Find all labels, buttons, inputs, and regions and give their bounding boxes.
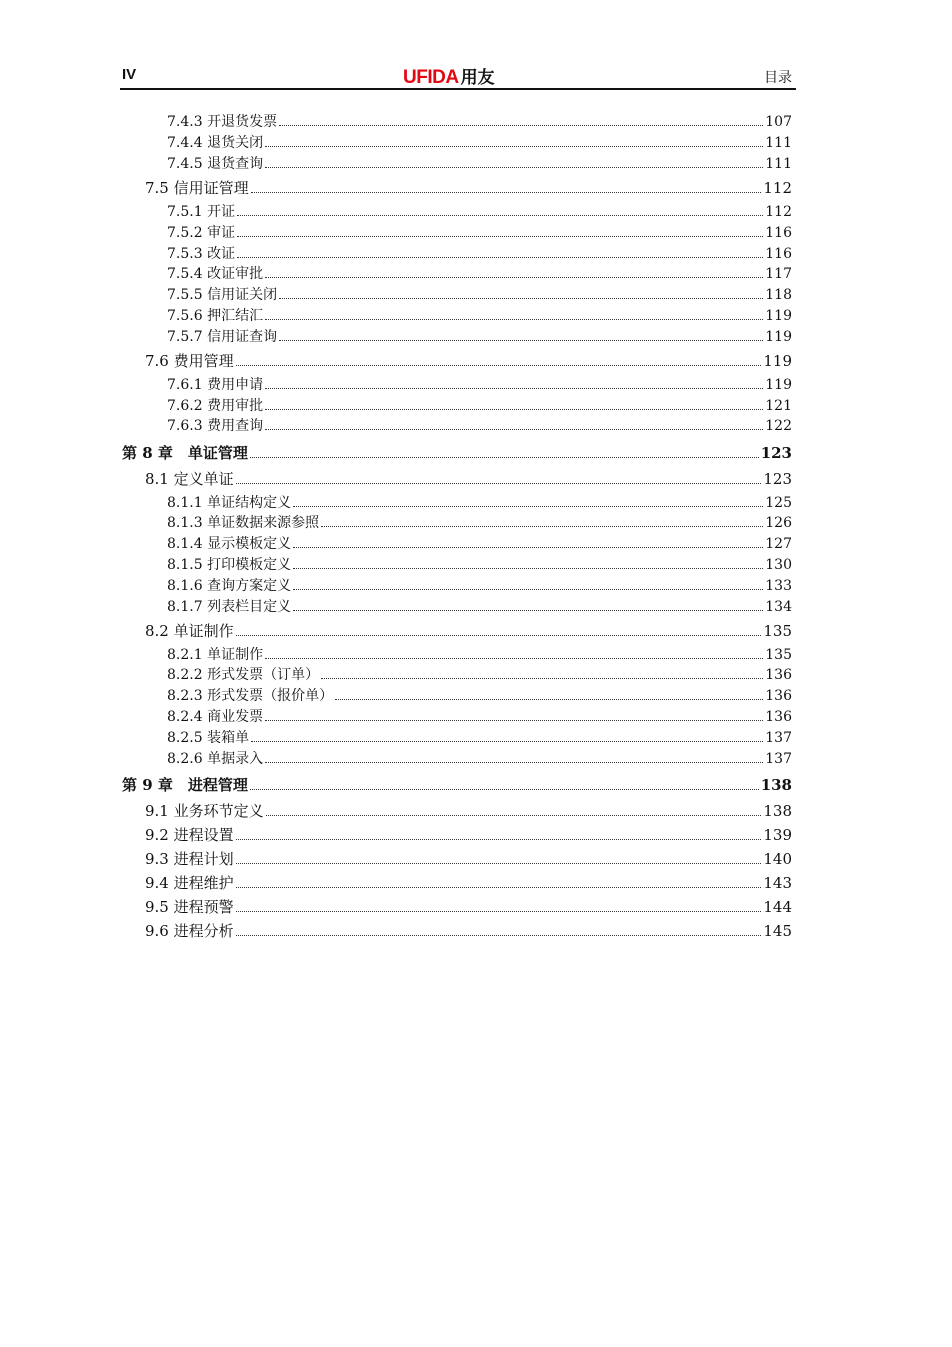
toc-entry[interactable]	[145, 896, 792, 917]
toc-entry-title: 8.1.1 单证结构定义	[167, 495, 292, 511]
dot-leader	[265, 658, 763, 659]
toc-entry-title: 9.4 进程维护	[145, 874, 234, 892]
toc-entry-title: 7.4.5 退货查询	[167, 156, 264, 172]
toc-entry-title: 7.6 费用管理	[145, 352, 234, 370]
toc-entry-page: 123	[760, 444, 792, 462]
toc-entry[interactable]	[167, 243, 792, 263]
dot-leader	[236, 911, 762, 912]
toc-entry-page: 125	[765, 495, 792, 511]
toc-entry-title: 第 9 章 进程管理	[122, 776, 248, 794]
dot-leader	[236, 839, 762, 840]
dot-leader	[335, 699, 763, 700]
toc-entry[interactable]	[145, 468, 792, 489]
dot-leader	[265, 319, 763, 320]
toc-entry-page: 116	[765, 246, 792, 262]
toc-entry-title: 8.2.4 商业发票	[167, 709, 264, 725]
toc-entry-page: 137	[765, 730, 792, 746]
toc-entry[interactable]	[145, 620, 792, 641]
dot-leader	[236, 863, 762, 864]
toc-entry-page: 119	[765, 377, 792, 393]
dot-leader	[265, 167, 763, 168]
toc-entry[interactable]	[167, 533, 792, 553]
dot-leader	[237, 236, 763, 237]
logo-en-text: UFIDA	[403, 67, 459, 88]
toc-entry-title: 7.6.1 费用申请	[167, 377, 264, 393]
page-header	[120, 62, 796, 88]
toc-entry[interactable]	[167, 554, 792, 574]
dot-leader	[293, 568, 763, 569]
dot-leader	[265, 388, 763, 389]
toc-entry-title: 7.5.4 改证审批	[167, 266, 264, 282]
toc-entry[interactable]	[167, 644, 792, 664]
toc-entry-page: 139	[763, 826, 792, 844]
toc-entry[interactable]	[167, 153, 792, 173]
toc-entry-title: 8.2.2 形式发票（订单）	[167, 667, 320, 683]
toc-entry-title: 8.2.3 形式发票（报价单）	[167, 688, 334, 704]
toc-entry-page: 135	[765, 647, 792, 663]
toc-entry-title: 8.1.4 显示模板定义	[167, 536, 292, 552]
dot-leader	[293, 610, 763, 611]
toc-entry-title: 7.4.4 退货关闭	[167, 135, 264, 151]
dot-leader	[293, 547, 763, 548]
toc-entry[interactable]	[167, 222, 792, 242]
toc-entry-title: 7.5.7 信用证查询	[167, 329, 278, 345]
toc-entry-page: 138	[760, 776, 792, 794]
toc-entry-page: 111	[765, 135, 792, 151]
toc-entry-page: 119	[765, 308, 792, 324]
toc-entry-title: 7.5.5 信用证关闭	[167, 287, 278, 303]
toc-entry-title: 8.1.5 打印模板定义	[167, 557, 292, 573]
toc-entry[interactable]	[167, 575, 792, 595]
dot-leader	[279, 125, 763, 126]
dot-leader	[265, 277, 763, 278]
logo-cn-text: 用友	[460, 68, 495, 87]
dot-leader	[279, 340, 763, 341]
toc-entry-title: 7.4.3 开退货发票	[167, 114, 278, 130]
toc-entry[interactable]	[167, 512, 792, 532]
toc-entry-page: 117	[765, 266, 792, 282]
toc-entry-title: 8.2.1 单证制作	[167, 647, 264, 663]
dot-leader	[265, 762, 763, 763]
dot-leader	[250, 789, 759, 790]
toc-entry[interactable]	[167, 201, 792, 221]
toc-entry-title: 8.1.7 列表栏目定义	[167, 599, 292, 615]
section-title: 目录	[764, 70, 792, 86]
toc-entry[interactable]	[167, 727, 792, 747]
dot-leader	[237, 257, 763, 258]
toc-entry[interactable]	[167, 395, 792, 415]
toc-entry-page: 140	[763, 850, 792, 868]
dot-leader	[250, 457, 759, 458]
dot-leader	[265, 720, 763, 721]
toc-entry[interactable]	[167, 664, 792, 684]
toc-entry-title: 7.6.2 费用审批	[167, 398, 264, 414]
toc-entry-page: 118	[765, 287, 792, 303]
dot-leader	[236, 483, 762, 484]
toc-entry-title: 7.6.3 费用查询	[167, 418, 264, 434]
dot-leader	[251, 192, 762, 193]
toc-entry-page: 135	[763, 622, 792, 640]
toc-entry-page: 145	[763, 922, 792, 940]
toc-entry[interactable]	[167, 596, 792, 616]
toc-entry-page: 116	[765, 225, 792, 241]
toc-entry[interactable]	[145, 350, 792, 371]
toc-entry-title: 7.5.6 押汇结汇	[167, 308, 264, 324]
toc-entry[interactable]	[167, 111, 792, 131]
toc-entry-page: 119	[763, 352, 792, 370]
toc-entry-page: 112	[765, 204, 792, 220]
toc-entry-page: 136	[765, 709, 792, 725]
toc-entry-title: 9.5 进程预警	[145, 898, 234, 916]
toc-entry-page: 112	[763, 179, 792, 197]
toc-entry[interactable]	[167, 748, 792, 768]
toc-entry[interactable]	[167, 132, 792, 152]
dot-leader	[236, 935, 762, 936]
toc-entry-title: 第 8 章 单证管理	[122, 444, 248, 462]
toc-entry[interactable]	[145, 872, 792, 893]
ufida-logo	[403, 63, 495, 89]
dot-leader	[237, 215, 763, 216]
toc-entry-page: 127	[765, 536, 792, 552]
toc-entry[interactable]	[145, 800, 792, 821]
toc-entry-page: 144	[763, 898, 792, 916]
toc-entry-title: 9.3 进程计划	[145, 850, 234, 868]
dot-leader	[265, 146, 763, 147]
toc-entry[interactable]	[167, 284, 792, 304]
toc-entry-page: 123	[763, 470, 792, 488]
toc-entry-title: 8.1.3 单证数据来源参照	[167, 515, 320, 531]
dot-leader	[293, 506, 763, 507]
toc-entry-title: 9.6 进程分析	[145, 922, 234, 940]
toc-entry-page: 107	[765, 114, 792, 130]
toc-entry[interactable]	[145, 177, 792, 198]
toc-entry-page: 119	[765, 329, 792, 345]
toc-entry-title: 8.2 单证制作	[145, 622, 234, 640]
toc-entry-title: 9.2 进程设置	[145, 826, 234, 844]
dot-leader	[279, 298, 763, 299]
dot-leader	[236, 635, 762, 636]
dot-leader	[236, 365, 762, 366]
header-rule	[120, 88, 796, 90]
toc-chapter-entry[interactable]	[122, 442, 792, 463]
toc-entry[interactable]	[167, 415, 792, 435]
toc-entry[interactable]	[167, 305, 792, 325]
toc-entry-page: 143	[763, 874, 792, 892]
toc-entry[interactable]	[145, 824, 792, 845]
toc-entry-title: 7.5 信用证管理	[145, 179, 249, 197]
toc-entry-title: 9.1 业务环节定义	[145, 802, 264, 820]
toc-entry-page: 136	[765, 688, 792, 704]
dot-leader	[251, 741, 763, 742]
toc-entry-title: 8.1 定义单证	[145, 470, 234, 488]
toc-entry-page: 134	[765, 599, 792, 615]
toc-entry[interactable]	[167, 374, 792, 394]
dot-leader	[236, 887, 762, 888]
toc-entry[interactable]	[167, 263, 792, 283]
toc-entry[interactable]	[167, 706, 792, 726]
toc-entry-page: 137	[765, 751, 792, 767]
toc-entry-title: 8.1.6 查询方案定义	[167, 578, 292, 594]
toc-entry-title: 7.5.2 审证	[167, 225, 236, 241]
toc-entry-page: 121	[765, 398, 792, 414]
dot-leader	[321, 678, 763, 679]
dot-leader	[266, 815, 762, 816]
toc-entry-title: 8.2.6 单据录入	[167, 751, 264, 767]
toc-entry-page: 126	[765, 515, 792, 531]
toc-entry-title: 7.5.1 开证	[167, 204, 236, 220]
toc-entry-page: 130	[765, 557, 792, 573]
dot-leader	[293, 589, 763, 590]
toc-entry-title: 7.5.3 改证	[167, 246, 236, 262]
dot-leader	[265, 429, 763, 430]
toc-entry-page: 136	[765, 667, 792, 683]
dot-leader	[265, 409, 763, 410]
toc-entry-page: 122	[765, 418, 792, 434]
toc-chapter-entry[interactable]	[122, 774, 792, 795]
dot-leader	[321, 526, 763, 527]
toc-entry-page: 133	[765, 578, 792, 594]
toc-entry[interactable]	[167, 326, 792, 346]
toc-entry-page: 111	[765, 156, 792, 172]
page-number: IV	[122, 66, 137, 83]
toc-entry-title: 8.2.5 装箱单	[167, 730, 250, 746]
toc-entry-page: 138	[763, 802, 792, 820]
toc-entry[interactable]	[145, 920, 792, 941]
toc-entry[interactable]	[145, 848, 792, 869]
toc-entry[interactable]	[167, 685, 792, 705]
toc-entry[interactable]	[167, 492, 792, 512]
